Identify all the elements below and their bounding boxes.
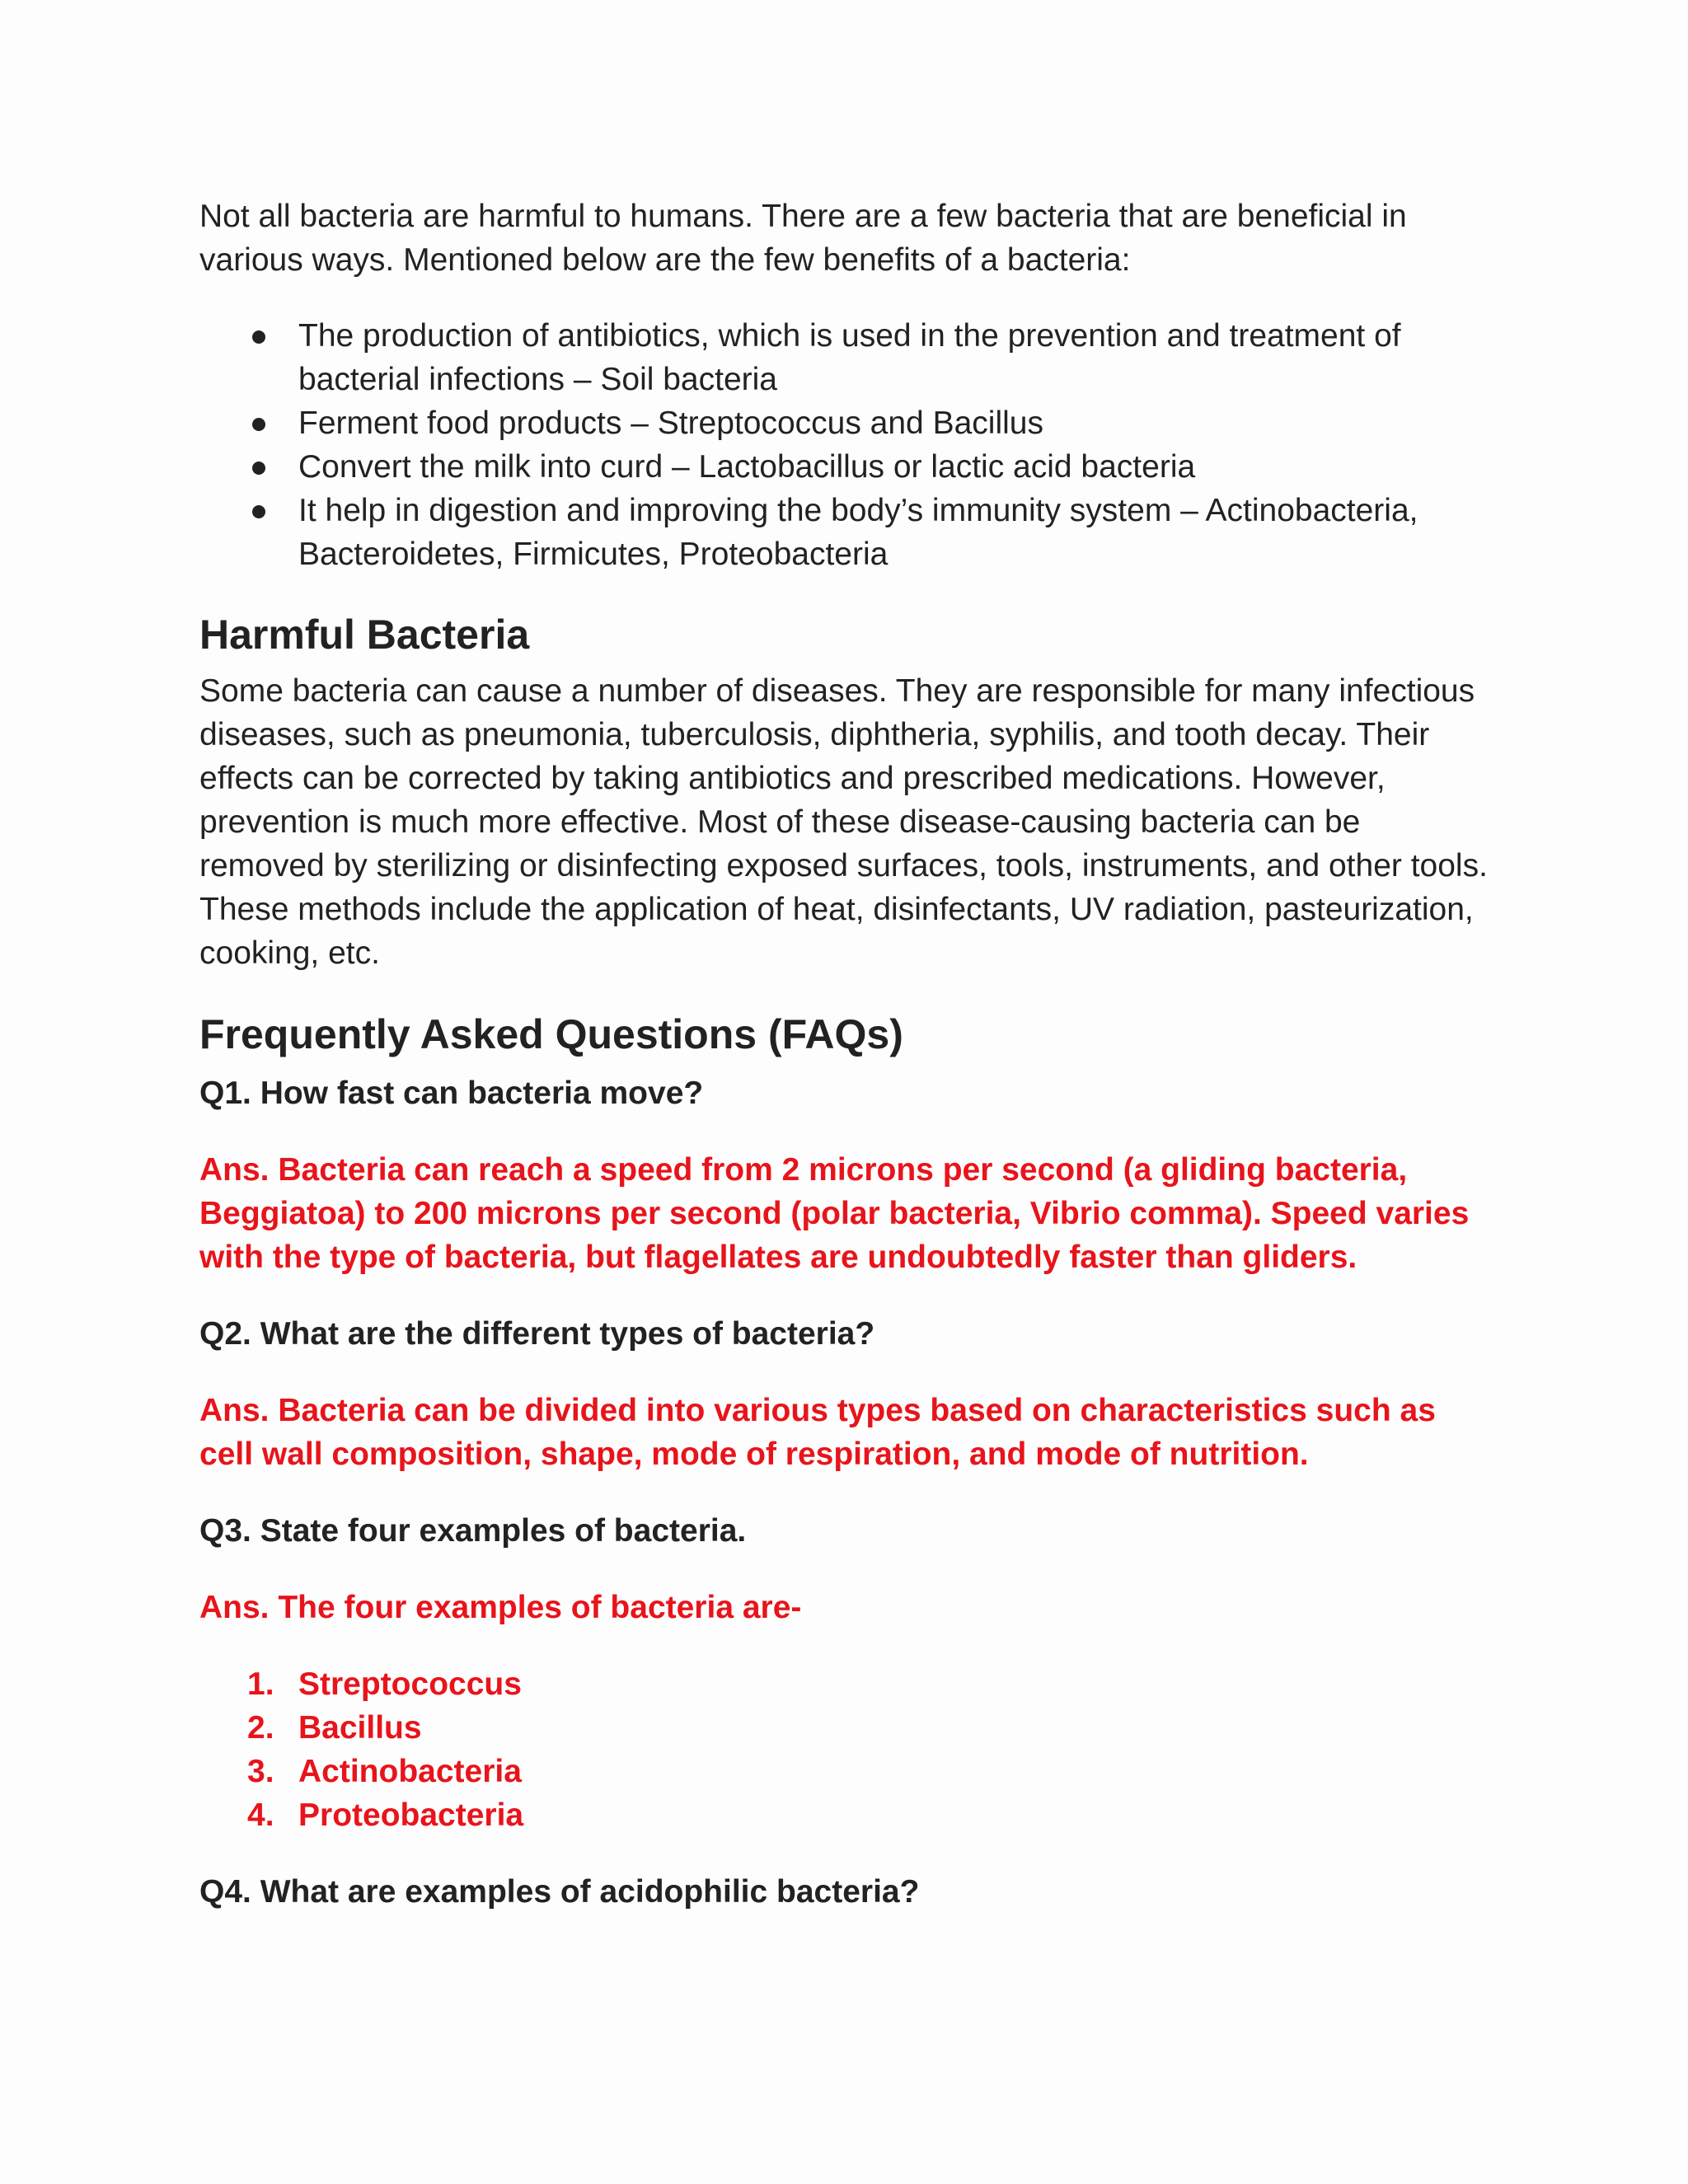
list-item: [199, 1793, 1493, 1837]
benefits-list: [199, 314, 1493, 576]
list-number: 4.: [247, 1797, 274, 1833]
document-page: [199, 194, 1493, 1914]
intro-paragraph: Not all bacteria are harmful to humans. There are a few bacteria that are beneficial in various ways. Mentioned below are the few benefits of a bacteria:: [199, 199, 1407, 278]
bullet-icon: [252, 418, 265, 431]
bullet-icon: [252, 330, 265, 344]
list-item-text: Convert the milk into curd – Lactobacillus or lactic acid bacteria: [298, 449, 1196, 485]
list-item: [199, 1662, 1493, 1706]
bullet-icon: [252, 505, 265, 518]
faq-answer-3: Ans. The four examples of bacteria are-: [199, 1590, 802, 1625]
list-item: [199, 489, 1493, 576]
faq-question-2: Q2. What are the different types of bacteria?: [199, 1316, 875, 1352]
faq-answer-1: Ans. Bacteria can reach a speed from 2 microns per second (a gliding bacteria, Beggiatoa) to 200 microns per second (polar bacteria, Vibrio comma). Speed varies with the type of bacteria, but flagellates are undoubtedly faster than gliders.: [199, 1152, 1470, 1275]
list-item: [199, 1750, 1493, 1793]
list-number: 2.: [247, 1710, 274, 1746]
faq-question-4: Q4. What are examples of acidophilic bacteria?: [199, 1874, 920, 1910]
faq-question-3: Q3. State four examples of bacteria.: [199, 1513, 747, 1549]
harmful-bacteria-heading: Harmful Bacteria: [199, 612, 530, 658]
list-item: [199, 401, 1493, 445]
harmful-bacteria-paragraph: Some bacteria can cause a number of diseases. They are responsible for many infectious diseases, such as pneumonia, tuberculosis, diphtheria, syphilis, and tooth decay. Their effects can be corrected by taking antibiotics and prescribed medications. However, prevention is much more effective. Most of these disease-causing bacteria can be removed by sterilizing or disinfecting exposed surfaces, tools, instruments, and other tools. These methods include the application of heat, disinfectants, UV radiation, pasteurization, cooking, etc.: [199, 673, 1488, 971]
list-item-text: Bacillus: [298, 1710, 422, 1746]
bacteria-examples-list: [199, 1662, 1493, 1837]
faq-heading: Frequently Asked Questions (FAQs): [199, 1011, 903, 1057]
faq-question-1: Q1. How fast can bacteria move?: [199, 1076, 704, 1111]
bullet-icon: [252, 462, 265, 475]
list-item-text: Proteobacteria: [298, 1797, 524, 1833]
list-item-text: Streptococcus: [298, 1666, 522, 1702]
list-item: [199, 445, 1493, 489]
list-item-text: The production of antibiotics, which is used in the prevention and treatment of bacterial infections – Soil bacteria: [298, 318, 1401, 397]
list-item-text: Actinobacteria: [298, 1754, 522, 1789]
list-item: [199, 314, 1493, 401]
faq-answer-2: Ans. Bacteria can be divided into various types based on characteristics such as cell wall composition, shape, mode of respiration, and mode of nutrition.: [199, 1393, 1436, 1472]
list-number: 1.: [247, 1666, 274, 1702]
list-item-text: Ferment food products – Streptococcus and Bacillus: [298, 405, 1043, 441]
list-item: [199, 1706, 1493, 1750]
list-number: 3.: [247, 1754, 274, 1789]
list-item-text: It help in digestion and improving the body’s immunity system – Actinobacteria, Bacteroidetes, Firmicutes, Proteobacteria: [298, 493, 1418, 572]
